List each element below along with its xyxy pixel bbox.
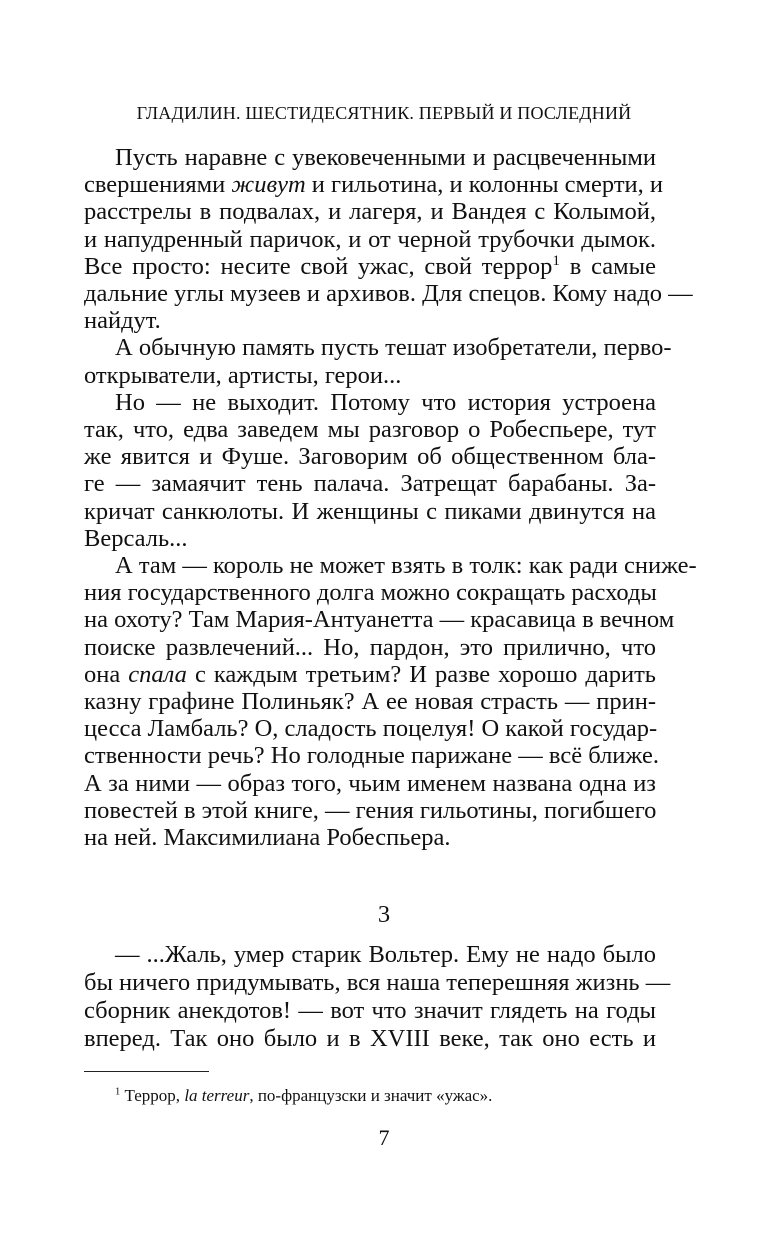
text-line: цесса Ламбаль? О, сладость поцелуя! О какой государ- bbox=[84, 715, 658, 743]
footnote bbox=[115, 1085, 492, 1107]
text-line: расстрелы в подвалах, и лагеря, и Вандея с Колымой, bbox=[84, 198, 656, 226]
text-line: и напудренный паричок, и от черной трубочки дымок. bbox=[84, 225, 656, 253]
text-line: А обычную память пусть тешат изобретатели, перво- bbox=[115, 334, 672, 362]
text-line: ния государственного долга можно сокращать расходы bbox=[84, 579, 657, 607]
text-line bbox=[84, 660, 656, 690]
text-run: и гильотина, и колонны смерти, и bbox=[305, 171, 664, 199]
footnote-ref: 1 bbox=[552, 251, 560, 269]
text-line: открыватели, артисты, герои... bbox=[84, 361, 402, 389]
page-number: 7 bbox=[378, 1125, 390, 1150]
text-run: в самые bbox=[559, 252, 656, 280]
text-line: повестей в этой книге, — гения гильотины, погибшего bbox=[84, 796, 657, 824]
running-head: ГЛАДИЛИН. ШЕСТИДЕСЯТНИК. ПЕРВЫЙ И ПОСЛЕДНИЙ bbox=[136, 103, 632, 123]
text-line: на ней. Максимилиана Робеспьера. bbox=[84, 824, 451, 851]
footnote-text-pre: Террор, bbox=[120, 1086, 185, 1105]
text-line: дальние углы музеев и архивов. Для спецов. Кому надо — bbox=[84, 280, 693, 307]
text-line bbox=[84, 170, 664, 200]
text-run: она bbox=[84, 660, 129, 688]
text-line: вперед. Так оно было и в XVIII веке, так оно есть и bbox=[84, 1025, 656, 1052]
text-line: ге — замаячит тень палача. Затрещат барабаны. За- bbox=[84, 470, 656, 498]
text-line: сборник анекдотов! — вот что значит глядеть на годы bbox=[84, 997, 656, 1024]
text-line: А за ними — образ того, чьим именем названа одна из bbox=[84, 769, 656, 797]
text-line: на охоту? Там Мария-Антуанетта — красавица в вечном bbox=[84, 606, 675, 634]
text-line: Но — не выходит. Потому что история устроена bbox=[115, 388, 656, 416]
text-line bbox=[84, 252, 656, 282]
text-line: найдут. bbox=[84, 307, 161, 335]
footnote-rule bbox=[84, 1071, 209, 1072]
text-line: кричат санкюлоты. И женщины с пиками двинутся на bbox=[84, 497, 656, 525]
text-line: ственности речь? Но голодные парижане — всё ближе. bbox=[84, 742, 660, 770]
footnote-mark: 1 bbox=[115, 1086, 121, 1098]
text-line: же явится и Фуше. Заговорим об общественном бла- bbox=[84, 443, 656, 471]
text-line: так, что, едва заведем мы разговор о Робеспьере, тут bbox=[84, 416, 656, 443]
text-line: поиске развлечений... Но, пардон, это прилично, что bbox=[84, 633, 656, 661]
text-line: казну графине Полиньяк? А ее новая страсть — прин- bbox=[84, 688, 656, 715]
text-line: бы ничего придумывать, вся наша теперешняя жизнь — bbox=[84, 969, 671, 996]
section-number: 3 bbox=[377, 901, 391, 928]
text-run: Все просто: несите свой ужас, свой террор bbox=[84, 252, 553, 280]
footnote-text-italic: la terreur bbox=[184, 1086, 250, 1105]
text-line: — ...Жаль, умер старик Вольтер. Ему не надо было bbox=[115, 941, 656, 968]
text-run: свершениями bbox=[84, 171, 232, 199]
text-line: А там — король не может взять в толк: как ради сниже- bbox=[115, 552, 697, 579]
footnote-text-post: , по-французски и значит «ужас». bbox=[249, 1086, 493, 1105]
italic-text: спала bbox=[128, 660, 187, 688]
italic-text: живут bbox=[231, 171, 306, 199]
text-line: Пусть наравне с увековеченными и расцвеченными bbox=[115, 144, 656, 171]
text-run: с каждым третьим? И разве хорошо дарить bbox=[186, 660, 656, 688]
text-line: Версаль... bbox=[84, 524, 188, 552]
